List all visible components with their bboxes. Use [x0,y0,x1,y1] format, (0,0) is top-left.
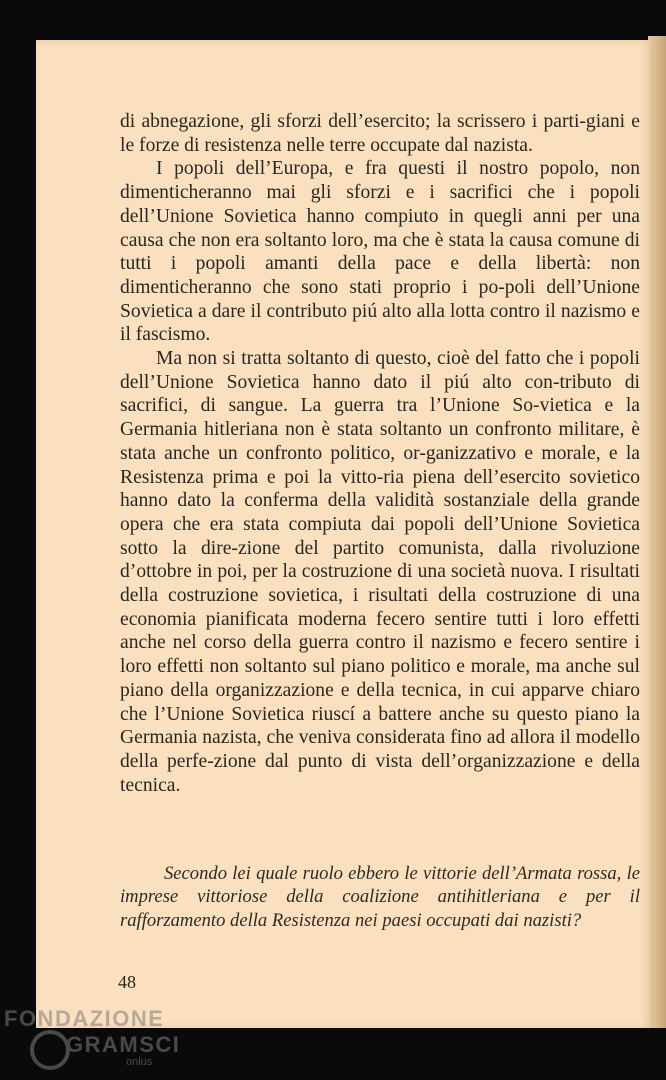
page-edge [648,36,666,1028]
page-number: 48 [118,972,136,992]
question-text: Secondo lei quale ruolo ebbero le vittorie dell’Armata rossa, le imprese vittoriose della coalizione antihitleriana e per il rafforzamento della Resistenza nei paesi occupati dai nazisti? [120,863,640,931]
watermark-line3: onlus [126,1056,153,1068]
paragraph-2: I popoli dell’Europa, e fra questi il nostro popolo, non dimenticheranno mai gli sforzi e i sacrifici che i popoli dell’Unione Sovietica hanno compiuto in quegli anni per una causa che non era soltanto loro, ma che è stata la causa comune di tutti i popoli amanti della pace e della libertà: non dimenticheranno che sono stati proprio i po-poli dell’Unione Sovietica a dare il contributo piú alto alla lotta contro il nazismo e il fascismo. [120,158,640,346]
watermark-logo [4,1006,181,1076]
interview-question [120,862,640,932]
watermark-line1: FONDAZIONE [4,1006,165,1031]
body-text [120,110,640,797]
paragraph-3: Ma non si tratta soltanto di questo, cioè del fatto che i popoli dell’Unione Sovietica hanno dato il piú alto con-tributo di sacrifici, di sangue. La guerra tra l’Unione So-vietica e la Germania hitleriana non è stata soltanto un confronto militare, è stata anche un confronto politico, or-ganizzativo e morale, e la Resistenza prima e poi la vitto-ria piena dell’esercito sovietico hanno dato la conferma della validità sostanziale della grande opera che era stata compiuta dai popoli dell’Unione Sovietica sotto la dire-zione del partito comunista, dalla rivoluzione d’ottobre in poi, per la costruzione di una società nuova. I risultati della costruzione sovietica, i risultati della costruzione di una economia pianificata moderna fecero sentire tutti i loro effetti anche nel corso della guerra contro il nazismo e fecero sentire i loro effetti non soltanto sul piano politico e morale, ma anche sul piano della organizzazione e della tecnica, in cui apparve chiaro che l’Unione Sovietica riuscí a battere anche su questo piano la Germania nazista, che veniva considerata fino ad allora il modello della perfe-zione dal punto di vista dell’organizzazione e della tecnica. [120,348,640,796]
watermark-line2: GRAMSCI [66,1032,181,1057]
paragraph-1: di abnegazione, gli sforzi dell’esercito; la scrissero i parti-giani e le forze di resistenza nelle terre occupate dal nazista. [120,111,640,156]
watermark-circle-icon [30,1030,70,1070]
